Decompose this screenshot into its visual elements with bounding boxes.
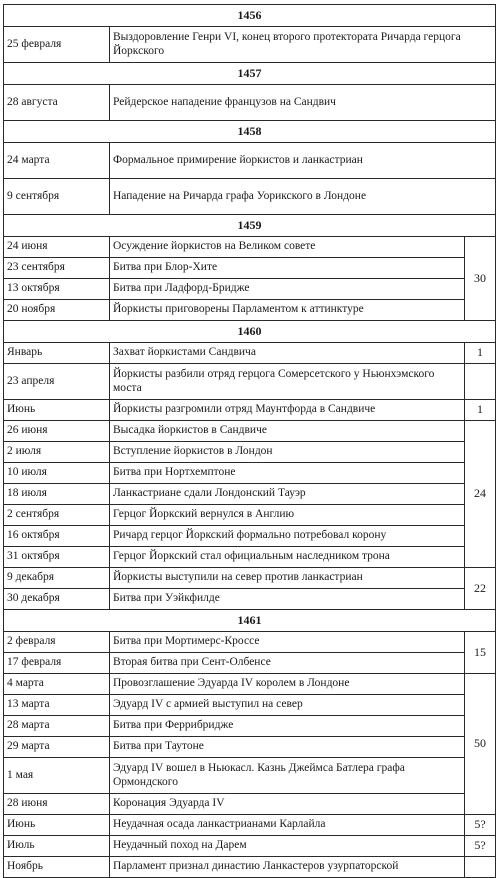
table-row bbox=[4, 695, 496, 716]
event-date: 23 сентября bbox=[4, 258, 110, 279]
event-date: 13 октября bbox=[4, 279, 110, 300]
table-row bbox=[4, 794, 496, 815]
event-description: Йоркисты приговорены Парламентом к аттинктуре bbox=[110, 300, 465, 321]
event-date: 26 июня bbox=[4, 421, 110, 442]
year-header-1456: 1456 bbox=[4, 5, 496, 27]
table-row bbox=[4, 674, 496, 695]
table-row bbox=[4, 463, 496, 484]
event-date: 29 марта bbox=[4, 737, 110, 758]
event-date: 18 июля bbox=[4, 484, 110, 505]
event-date: 25 февраля bbox=[4, 27, 110, 63]
event-description: Рейдерское нападение французов на Сандвич bbox=[110, 85, 496, 121]
table-row bbox=[4, 400, 496, 421]
table-row bbox=[4, 737, 496, 758]
event-description: Вступление йоркистов в Лондон bbox=[110, 442, 465, 463]
event-description: Йоркисты выступили на север против ланкастриан bbox=[110, 568, 465, 589]
source-reference-empty bbox=[465, 857, 496, 878]
event-description: Эдуард IV с армией выступил на север bbox=[110, 695, 465, 716]
event-date: 1 мая bbox=[4, 758, 110, 794]
table-row bbox=[4, 237, 496, 258]
table-row bbox=[4, 653, 496, 674]
source-reference: 5? bbox=[465, 815, 496, 836]
table-row bbox=[4, 179, 496, 215]
event-date: 13 марта bbox=[4, 695, 110, 716]
source-reference-empty bbox=[465, 364, 496, 400]
table-row bbox=[4, 589, 496, 610]
table-row bbox=[4, 568, 496, 589]
event-date: 31 октября bbox=[4, 547, 110, 568]
table-row bbox=[4, 547, 496, 568]
event-description: Формальное примирение йоркистов и ланкастриан bbox=[110, 143, 496, 179]
year-header-1458: 1458 bbox=[4, 121, 496, 143]
table-row bbox=[4, 836, 496, 857]
event-description: Высадка йоркистов в Сандвиче bbox=[110, 421, 465, 442]
event-date: 4 марта bbox=[4, 674, 110, 695]
event-description: Йоркисты разбили отряд герцога Сомерсетского у Ньюнхэмского моста bbox=[110, 364, 465, 400]
source-reference: 1 bbox=[465, 400, 496, 421]
table-row bbox=[4, 364, 496, 400]
event-date: 16 октября bbox=[4, 526, 110, 547]
table-row bbox=[4, 27, 496, 63]
table-row bbox=[4, 85, 496, 121]
event-description: Битва при Феррибридже bbox=[110, 716, 465, 737]
event-description: Ланкастриане сдали Лондонский Тауэр bbox=[110, 484, 465, 505]
source-reference: 15 bbox=[465, 632, 496, 674]
table-row bbox=[4, 526, 496, 547]
event-description: Битва при Уэйкфилде bbox=[110, 589, 465, 610]
event-description: Вторая битва при Сент-Олбенсе bbox=[110, 653, 465, 674]
chronology-table bbox=[3, 4, 496, 878]
event-description: Нападение на Ричарда графа Уорикского в Лондоне bbox=[110, 179, 496, 215]
event-date: 28 августа bbox=[4, 85, 110, 121]
event-description: Битва при Блор-Хите bbox=[110, 258, 465, 279]
event-description: Парламент признал династию Ланкастеров узурпаторской bbox=[110, 857, 465, 878]
event-date: 24 июня bbox=[4, 237, 110, 258]
event-date: 10 июля bbox=[4, 463, 110, 484]
event-description: Захват йоркистами Сандвича bbox=[110, 343, 465, 364]
event-date: Ноябрь bbox=[4, 857, 110, 878]
table-row bbox=[4, 143, 496, 179]
table-row bbox=[4, 343, 496, 364]
event-description: Выздоровление Генри VI, конец второго протектората Ричарда герцога Йоркского bbox=[110, 27, 496, 63]
event-description: Герцог Йоркский вернулся в Англию bbox=[110, 505, 465, 526]
table-row bbox=[4, 505, 496, 526]
event-date: 23 апреля bbox=[4, 364, 110, 400]
event-description: Битва при Нортхемптоне bbox=[110, 463, 465, 484]
source-reference: 1 bbox=[465, 343, 496, 364]
event-description: Герцог Йоркский стал официальным наследником трона bbox=[110, 547, 465, 568]
event-description: Осуждение йоркистов на Великом совете bbox=[110, 237, 465, 258]
table-row bbox=[4, 716, 496, 737]
event-date: 28 июня bbox=[4, 794, 110, 815]
source-reference: 22 bbox=[465, 568, 496, 610]
event-description: Эдуард IV вошел в Ньюкасл. Казнь Джеймса Батлера графа Ормондского bbox=[110, 758, 465, 794]
year-header-1457: 1457 bbox=[4, 63, 496, 85]
event-date: Июнь bbox=[4, 815, 110, 836]
table-row bbox=[4, 421, 496, 442]
year-header-1460: 1460 bbox=[4, 321, 496, 343]
event-date: 28 марта bbox=[4, 716, 110, 737]
event-description: Йоркисты разгромили отряд Маунтфорда в Сандвиче bbox=[110, 400, 465, 421]
table-row bbox=[4, 484, 496, 505]
event-description: Битва при Ладфорд-Бридже bbox=[110, 279, 465, 300]
table-row bbox=[4, 258, 496, 279]
event-date: Январь bbox=[4, 343, 110, 364]
event-date: 2 февраля bbox=[4, 632, 110, 653]
event-description: Битва при Таутоне bbox=[110, 737, 465, 758]
table-row bbox=[4, 300, 496, 321]
source-reference: 24 bbox=[465, 421, 496, 568]
source-reference: 5? bbox=[465, 836, 496, 857]
event-description: Коронация Эдуарда IV bbox=[110, 794, 465, 815]
event-date: 9 сентября bbox=[4, 179, 110, 215]
table-row bbox=[4, 632, 496, 653]
table-row bbox=[4, 815, 496, 836]
event-description: Неудачный поход на Дарем bbox=[110, 836, 465, 857]
event-date: 2 сентября bbox=[4, 505, 110, 526]
event-date: Июнь bbox=[4, 400, 110, 421]
year-header-1461: 1461 bbox=[4, 610, 496, 632]
table-row bbox=[4, 442, 496, 463]
table-row bbox=[4, 758, 496, 794]
event-date: 9 декабря bbox=[4, 568, 110, 589]
source-reference: 50 bbox=[465, 674, 496, 815]
event-description: Провозглашение Эдуарда IV королем в Лондоне bbox=[110, 674, 465, 695]
event-date: 2 июля bbox=[4, 442, 110, 463]
event-description: Ричард герцог Йоркский формально потребовал корону bbox=[110, 526, 465, 547]
event-description: Неудачная осада ланкастрианами Карлайла bbox=[110, 815, 465, 836]
event-date: 17 февраля bbox=[4, 653, 110, 674]
event-date: 24 марта bbox=[4, 143, 110, 179]
table-row bbox=[4, 857, 496, 878]
year-header-1459: 1459 bbox=[4, 215, 496, 237]
event-date: Июль bbox=[4, 836, 110, 857]
event-date: 20 ноября bbox=[4, 300, 110, 321]
event-date: 30 декабря bbox=[4, 589, 110, 610]
source-reference: 30 bbox=[465, 237, 496, 321]
table-row bbox=[4, 279, 496, 300]
event-description: Битва при Мортимерс-Кроссе bbox=[110, 632, 465, 653]
